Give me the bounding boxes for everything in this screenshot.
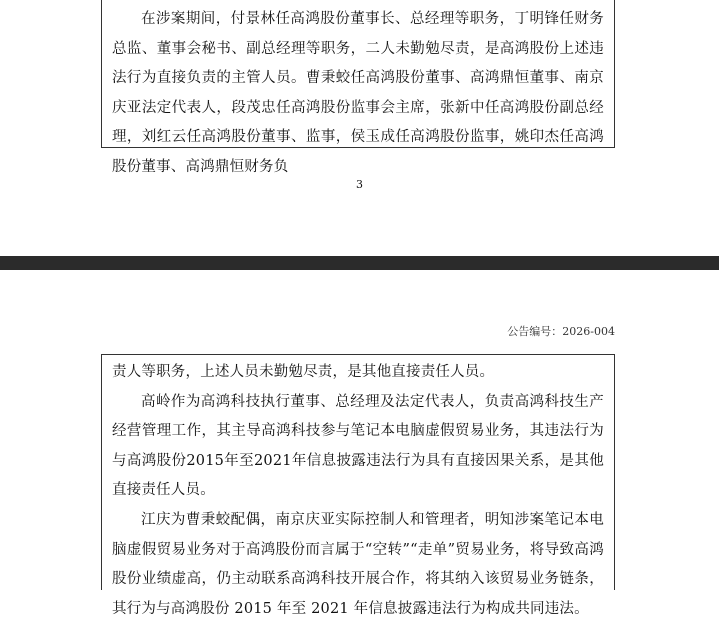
text-frame <box>101 354 615 617</box>
paragraph-responsible-persons: 在涉案期间，付景林任高鸿股份董事长、总经理等职务，丁明锋任财务总监、董事会秘书、副总经理等职务，二人未勤勉尽责，是高鸿股份上述违法行为直接负责的主管人员。曹秉蛟任高鸿股份董事、高鸿鼎恒董事、南京庆亚法定代表人，段茂忠任高鸿股份监事会主席，张新中任高鸿股份副总经理，刘红云任高鸿股份董事、监事，侯玉成任高鸿股份监事，姚印杰任高鸿股份董事、高鸿鼎恒财务负 <box>112 11 604 175</box>
paragraph-jiangqing: 江庆为曹秉蛟配偶，南京庆亚实际控制人和管理者，明知涉案笔记本电脑虚假贸易业务对于高鸿股份而言属于“空转”“走单”贸易业务，将导致高鸿股份业绩虚高，仍主动联系高鸿科技开展合作，将其纳入该贸易业务链条，其行为与高鸿股份 2015 年至 2021 年信息披露违法行为构成共同违法。 <box>112 511 604 617</box>
page-separator <box>0 256 719 270</box>
paragraph-gaoling: 高岭作为高鸿科技执行董事、总经理及法定代表人，负责高鸿科技生产经营管理工作，其主导高鸿科技参与笔记本电脑虚假贸易业务，其违法行为与高鸿股份2015年至2021年信息披露违法行为具有直接因果关系，是其他直接责任人员。 <box>112 393 604 499</box>
document-page-3 <box>0 0 719 256</box>
document-page-4 <box>0 270 719 617</box>
text-frame <box>101 0 615 175</box>
paragraph-continuation: 责人等职务，上述人员未勤勉尽责，是其他直接责任人员。 <box>112 364 495 380</box>
announcement-number: 公告编号：2026-004 <box>507 325 615 338</box>
page-number: 3 <box>356 178 363 191</box>
